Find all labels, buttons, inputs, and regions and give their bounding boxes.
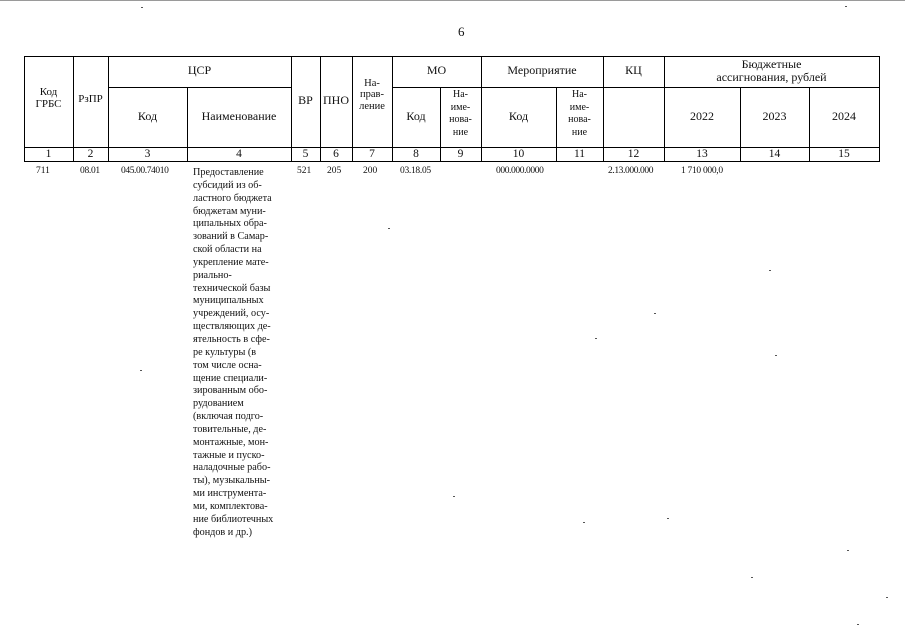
cell-mo-kod: 03.18.05 (400, 166, 431, 176)
column-number: 3 (144, 148, 151, 160)
header-kc: КЦ (625, 63, 642, 77)
scan-speck (140, 370, 142, 371)
header-mo: МО (426, 63, 447, 77)
cell-napravlenie: 200 (363, 166, 378, 176)
header-budget: Бюджетные ассигнования, рублей (716, 57, 827, 84)
header-meropriyatie: Мероприятие (507, 63, 577, 77)
cell-pno: 205 (327, 166, 342, 176)
col-border (73, 56, 74, 162)
col-border (879, 56, 880, 162)
header-year-2024: 2024 (832, 109, 856, 123)
column-number: 1 (45, 148, 52, 160)
header-csr-kod: Код (137, 109, 158, 123)
header-kod-grbs: Код ГРБС (35, 86, 62, 110)
scan-speck (886, 597, 888, 598)
scan-speck (667, 518, 669, 519)
scan-speck (845, 6, 847, 7)
column-number: 6 (333, 148, 339, 160)
scan-speck (654, 313, 656, 314)
header-year-2022: 2022 (690, 109, 714, 123)
cell-amount-2022: 1 710 000,0 (681, 166, 723, 176)
cell-kc: 2.13.000.000 (608, 166, 654, 176)
cell-naimenovanie: Предоставление субсидий из об- ластного бюджета бюджетам муни- ципальных обра- зований в Самар- ской области на укрепление мате- риально- технической базы муниципальных учреждений, осу- ществляющих де- ятельность в сфе- ре культуры (в том числе осна- щение специали- зированным обо- рудованием (включая подго- товительные, де- монтажные, мон- тажные и пуско- наладочные рабо- ты), музыкальны- ми инструмента- ми, комплектова- ние библиотечных фондов и др.) (193, 167, 274, 538)
column-number: 15 (838, 148, 850, 160)
column-number: 14 (768, 148, 781, 160)
header-mo-kod: Код (406, 109, 426, 123)
header-csr: ЦСР (187, 63, 212, 77)
header-csr-naimenovanie: Наименование (201, 109, 277, 123)
header-mer-kod: Код (508, 109, 529, 123)
column-number: 9 (457, 148, 464, 160)
scan-speck (857, 624, 859, 625)
column-number: 8 (413, 148, 419, 160)
scan-speck (769, 270, 771, 271)
column-number: 5 (302, 148, 309, 160)
header-mer-naimenovanie: На- име- нова- ние (568, 89, 591, 138)
page-top-edge (0, 0, 905, 1)
column-number: 4 (236, 148, 242, 160)
page-number: 6 (458, 24, 465, 39)
scan-speck (388, 228, 390, 229)
column-number: 10 (512, 148, 525, 160)
scan-speck (141, 7, 143, 8)
column-number: 12 (627, 148, 640, 160)
header-rzpr: РзПР (78, 93, 103, 105)
col-border (291, 56, 292, 162)
column-number: 2 (87, 148, 94, 160)
cell-grbs: 711 (36, 166, 50, 176)
cell-rzpr: 08.01 (80, 166, 100, 176)
csr-subheader-rule (108, 87, 291, 88)
cell-vr: 521 (297, 166, 312, 176)
col-border (320, 56, 321, 162)
column-number: 7 (369, 148, 375, 160)
cell-csr-kod: 045.00.74010 (121, 166, 169, 176)
mo-subheader-rule (392, 87, 879, 88)
cell-mer-kod: 000.000.0000 (496, 166, 544, 176)
scan-speck (583, 522, 585, 523)
scan-speck (595, 338, 597, 339)
column-number: 13 (696, 148, 708, 160)
header-year-2023: 2023 (762, 109, 787, 123)
header-vr: ВР (298, 93, 313, 107)
scan-speck (775, 355, 777, 356)
header-napravlenie: На- прав- ление (359, 78, 385, 112)
number-row-border (24, 161, 879, 162)
scan-speck (453, 496, 455, 497)
header-pno: ПНО (323, 93, 349, 107)
column-number: 11 (573, 148, 586, 160)
header-mo-naimenovanie: На- име- нова- ние (449, 89, 472, 138)
scan-speck (751, 577, 753, 578)
scan-speck (847, 550, 849, 551)
